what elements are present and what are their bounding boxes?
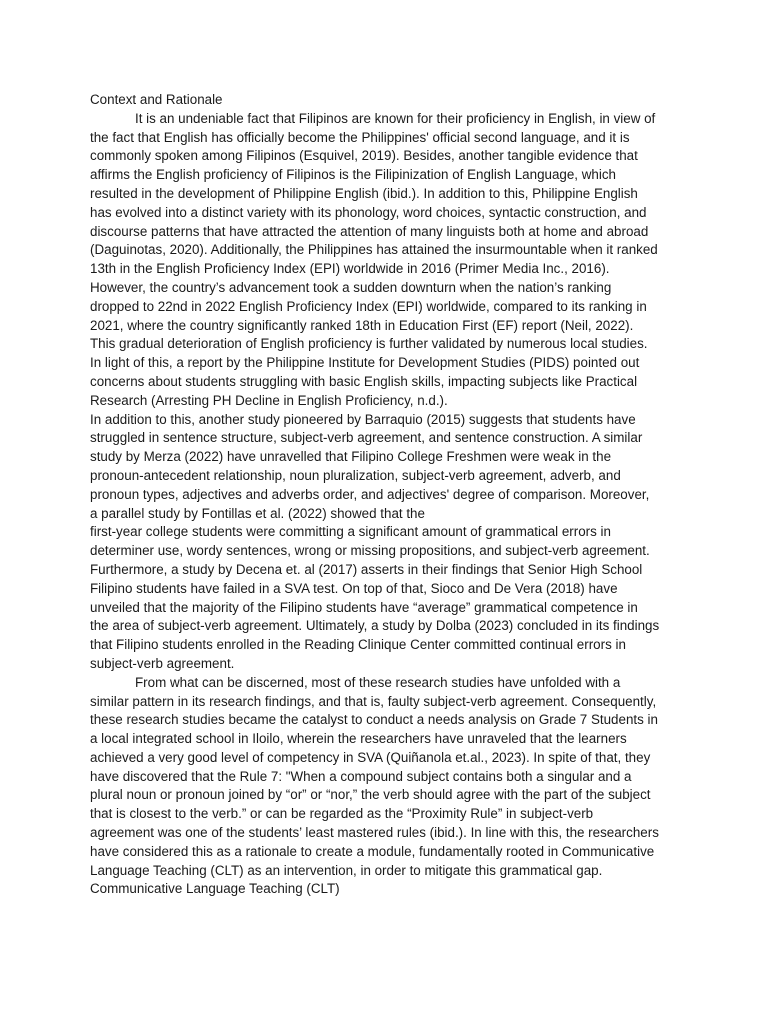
paragraph-2: [90, 411, 680, 674]
paragraph-line: subject-verb agreement.: [90, 655, 235, 671]
paragraph-line: study by Merza (2022) have unravelled that Filipino College Freshmen were weak in the: [90, 449, 612, 465]
paragraph-line: 2021, where the country significantly ranked 18th in Education First (EF) report (Neil, 2022).: [90, 317, 634, 333]
paragraph-line: In addition to this, another study pioneered by Barraquio (2015) suggests that students have: [90, 411, 636, 427]
paragraph-line: first-year college students were committing a significant amount of grammatical errors in: [90, 524, 611, 540]
paragraph-line: has evolved into a distinct variety with its phonology, word choices, syntactic construction, and: [90, 204, 647, 220]
paragraph-line: This gradual deterioration of English proficiency is further validated by numerous local studies.: [90, 336, 648, 352]
paragraph-line: a local integrated school in Iloilo, wherein the researchers have unraveled that the learners: [90, 731, 627, 747]
section-heading: Context and Rationale: [90, 92, 223, 107]
paragraph-line: concerns about students struggling with basic English skills, impacting subjects like Practical: [90, 373, 638, 389]
paragraph-line: that Filipino students enrolled in the Reading Clinique Center committed continual errors in: [90, 637, 626, 653]
paragraph-line: It is an undeniable fact that Filipinos are known for their proficiency in English, in view of: [135, 110, 656, 126]
paragraph-line: determiner use, wordy sentences, wrong or missing propositions, and subject-verb agreement.: [90, 543, 650, 559]
paragraph-line: dropped to 22nd in 2022 English Proficiency Index (EPI) worldwide, compared to its ranking in: [90, 298, 647, 314]
paragraph-3: [90, 674, 680, 881]
paragraph-line: However, the country’s advancement took a sudden downturn when the nation’s ranking: [90, 279, 612, 295]
paragraph-line: achieved a very good level of competency in SVA (Quiñanola et.al., 2023). In spite of that, they: [90, 749, 651, 765]
paragraph-1: [90, 110, 680, 411]
paragraph-line: these research studies became the catalyst to conduct a needs analysis on Grade 7 Students in: [90, 712, 658, 728]
paragraph-line: 13th in the English Proficiency Index (EPI) worldwide in 2016 (Primer Media Inc., 2016).: [90, 261, 610, 277]
paragraph-line: struggled in sentence structure, subject-verb agreement, and sentence construction. A similar: [90, 430, 643, 446]
paragraph-line: affirms the English proficiency of Filipinos is the Filipinization of English Language, which: [90, 167, 616, 183]
subsection-heading: Communicative Language Teaching (CLT): [90, 881, 340, 897]
paragraph-line: the fact that English has officially become the Philippines' official second language, and it is: [90, 129, 630, 145]
paragraph-line: pronoun-antecedent relationship, noun pluralization, subject-verb agreement, adverb, and: [90, 467, 621, 483]
paragraph-line: Research (Arresting PH Decline in English Proficiency, n.d.).: [90, 392, 448, 408]
paragraph-line: resulted in the development of Philippine English (ibid.). In addition to this, Philippine English: [90, 185, 638, 201]
paragraph-line: the area of subject-verb agreement. Ultimately, a study by Dolba (2023) concluded in its findings: [90, 618, 660, 634]
paragraph-line: unveiled that the majority of the Filipino students have “average” grammatical competence in: [90, 599, 638, 615]
paragraph-line: similar pattern in its research findings, and that is, faulty subject-verb agreement. Consequently,: [90, 693, 657, 709]
paragraph-line: pronoun types, adjectives and adverbs order, and adjectives' degree of comparison. Moreover,: [90, 486, 650, 502]
paragraph-line: commonly spoken among Filipinos (Esquivel, 2019). Besides, another tangible evidence that: [90, 148, 638, 164]
paragraph-line: In light of this, a report by the Philippine Institute for Development Studies (PIDS) pointed out: [90, 355, 640, 371]
paragraph-line: Filipino students have failed in a SVA test. On top of that, Sioco and De Vera (2018) have: [90, 580, 618, 596]
paragraph-line: agreement was one of the students’ least mastered rules (ibid.). In line with this, the researchers: [90, 825, 659, 841]
paragraph-line: (Daguinotas, 2020). Additionally, the Philippines has attained the insurmountable when it ranked: [90, 242, 658, 258]
paragraph-line: Language Teaching (CLT) as an intervention, in order to mitigate this grammatical gap.: [90, 862, 603, 878]
paragraph-line: that is closest to the verb.” or can be regarded as the “Proximity Rule” in subject-verb: [90, 806, 594, 822]
paragraph-line: have considered this as a rationale to create a module, fundamentally rooted in Communicative: [90, 843, 655, 859]
paragraph-line: discourse patterns that have attracted the attention of many linguists both at home and abroad: [90, 223, 649, 239]
paragraph-line: have discovered that the Rule 7: "When a compound subject contains both a singular and a: [90, 768, 632, 784]
paragraph-line: plural noun or pronoun joined by “or” or “nor,” the verb should agree with the part of the subject: [90, 787, 651, 803]
paragraph-line: From what can be discerned, most of these research studies have unfolded with a: [135, 674, 621, 690]
paragraph-line: Furthermore, a study by Decena et. al (2017) asserts in their findings that Senior High School: [90, 561, 643, 577]
paragraph-line: a parallel study by Fontillas et al. (2022) showed that the: [90, 505, 425, 521]
document-page: [90, 91, 680, 899]
